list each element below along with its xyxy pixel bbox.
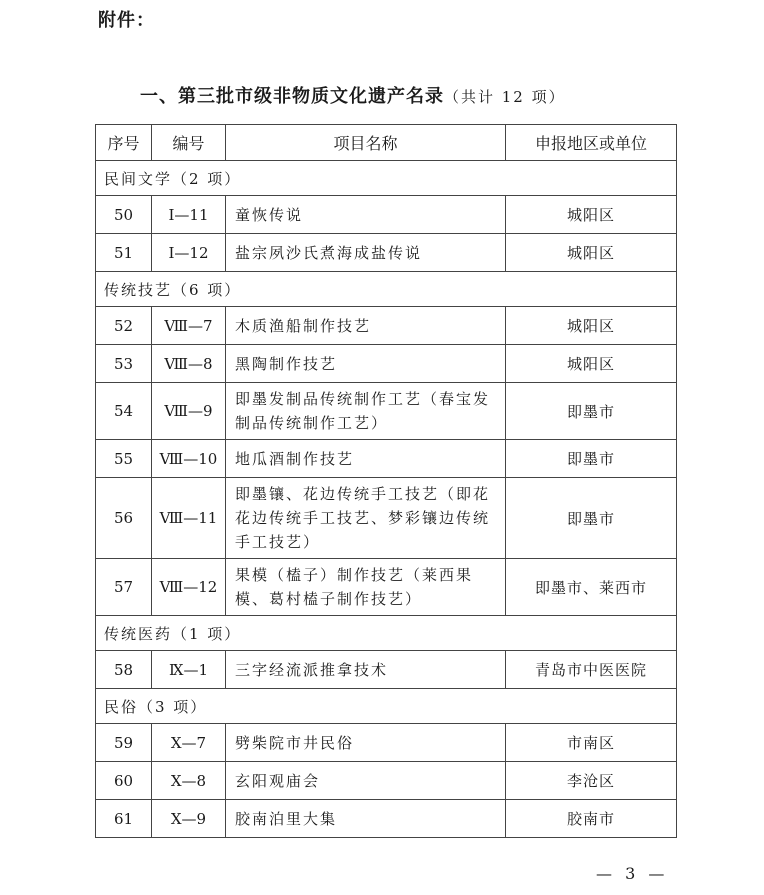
group-row xyxy=(96,689,677,724)
row-seq: 55 xyxy=(96,440,152,478)
table-row xyxy=(96,440,677,478)
row-seq: 59 xyxy=(96,724,152,762)
table-row xyxy=(96,345,677,383)
attachment-label: 附件： xyxy=(98,10,155,31)
row-code: Ⅹ—7 xyxy=(152,724,226,762)
row-project-name: 胶南泊里大集 xyxy=(226,800,506,838)
row-seq: 57 xyxy=(96,559,152,616)
row-project-name: 果模（榼子）制作技艺（莱西果模、葛村榼子制作技艺） xyxy=(226,559,506,616)
row-code: Ⅰ—12 xyxy=(152,234,226,272)
section-title-main: 一、第三批市级非物质文化遗产名录 xyxy=(140,86,444,107)
row-region-unit: 青岛市中医医院 xyxy=(506,651,677,689)
row-seq: 50 xyxy=(96,196,152,234)
table-row xyxy=(96,234,677,272)
row-region-unit: 城阳区 xyxy=(506,234,677,272)
row-code: Ⅹ—9 xyxy=(152,800,226,838)
table-row xyxy=(96,800,677,838)
row-project-name: 盐宗夙沙氏煮海成盐传说 xyxy=(226,234,506,272)
row-seq: 56 xyxy=(96,478,152,559)
table-row xyxy=(96,478,677,559)
group-label: 民俗（3 项） xyxy=(96,689,677,724)
header-code: 编号 xyxy=(152,125,226,161)
row-seq: 61 xyxy=(96,800,152,838)
section-title-count: （共计 12 项） xyxy=(444,88,566,106)
row-project-name: 玄阳观庙会 xyxy=(226,762,506,800)
row-code: Ⅸ—1 xyxy=(152,651,226,689)
row-region-unit: 城阳区 xyxy=(506,307,677,345)
row-region-unit: 即墨市、莱西市 xyxy=(506,559,677,616)
table-row xyxy=(96,762,677,800)
group-label: 民间文学（2 项） xyxy=(96,161,677,196)
row-code: Ⅷ—10 xyxy=(152,440,226,478)
row-seq: 52 xyxy=(96,307,152,345)
group-label: 传统医药（1 项） xyxy=(96,616,677,651)
group-row xyxy=(96,272,677,307)
row-region-unit: 即墨市 xyxy=(506,478,677,559)
section-title xyxy=(140,82,566,108)
row-code: Ⅷ—7 xyxy=(152,307,226,345)
row-project-name: 童恢传说 xyxy=(226,196,506,234)
row-code: Ⅰ—11 xyxy=(152,196,226,234)
row-project-name: 即墨发制品传统制作工艺（春宝发制品传统制作工艺） xyxy=(226,383,506,440)
row-code: Ⅷ—12 xyxy=(152,559,226,616)
header-seq: 序号 xyxy=(96,125,152,161)
row-project-name: 劈柴院市井民俗 xyxy=(226,724,506,762)
row-project-name: 三字经流派推拿技术 xyxy=(226,651,506,689)
row-project-name: 黑陶制作技艺 xyxy=(226,345,506,383)
table-row xyxy=(96,383,677,440)
row-code: Ⅷ—9 xyxy=(152,383,226,440)
row-project-name: 木质渔船制作技艺 xyxy=(226,307,506,345)
row-region-unit: 城阳区 xyxy=(506,196,677,234)
row-seq: 53 xyxy=(96,345,152,383)
table-row xyxy=(96,559,677,616)
table-row xyxy=(96,196,677,234)
row-region-unit: 即墨市 xyxy=(506,383,677,440)
table-row xyxy=(96,724,677,762)
row-region-unit: 李沧区 xyxy=(506,762,677,800)
row-seq: 54 xyxy=(96,383,152,440)
header-project-name: 项目名称 xyxy=(226,125,506,161)
row-region-unit: 城阳区 xyxy=(506,345,677,383)
row-code: Ⅷ—11 xyxy=(152,478,226,559)
row-region-unit: 胶南市 xyxy=(506,800,677,838)
header-region-unit: 申报地区或单位 xyxy=(506,125,677,161)
row-region-unit: 即墨市 xyxy=(506,440,677,478)
row-code: Ⅷ—8 xyxy=(152,345,226,383)
table-row xyxy=(96,651,677,689)
group-label: 传统技艺（6 项） xyxy=(96,272,677,307)
row-seq: 51 xyxy=(96,234,152,272)
page-number: — 3 — xyxy=(596,864,669,883)
row-code: Ⅹ—8 xyxy=(152,762,226,800)
row-seq: 60 xyxy=(96,762,152,800)
row-project-name: 地瓜酒制作技艺 xyxy=(226,440,506,478)
heritage-list-table xyxy=(95,124,677,838)
row-region-unit: 市南区 xyxy=(506,724,677,762)
group-row xyxy=(96,161,677,196)
group-row xyxy=(96,616,677,651)
row-project-name: 即墨镶、花边传统手工技艺（即花花边传统手工技艺、梦彩镶边传统手工技艺） xyxy=(226,478,506,559)
row-seq: 58 xyxy=(96,651,152,689)
table-header-row xyxy=(96,125,677,161)
table-row xyxy=(96,307,677,345)
